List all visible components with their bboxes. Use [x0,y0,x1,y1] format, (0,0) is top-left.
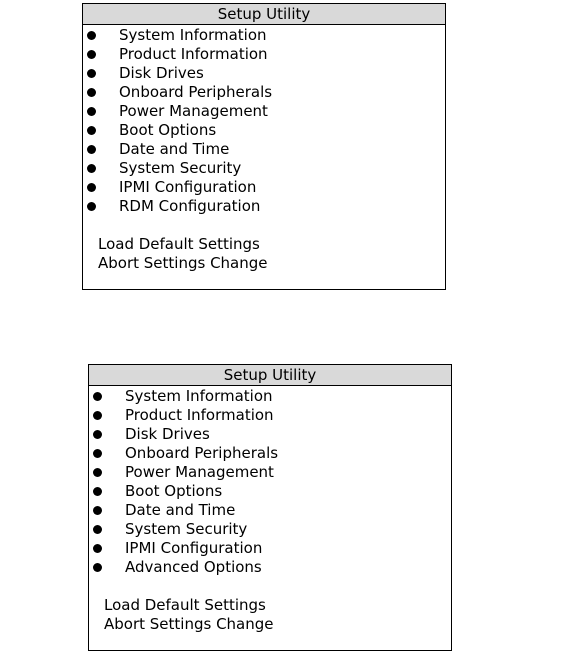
menu-item-label: Product Information [119,45,268,63]
menu-item-system-information[interactable] [89,387,451,406]
menu-item-system-information[interactable] [83,26,445,45]
menu-item-label: Disk Drives [119,64,204,82]
menu-item-label: System Security [125,520,248,538]
menu-item-label: Onboard Peripherals [119,83,273,101]
setup-utility-title: Setup Utility [83,4,445,25]
menu-item-label: IPMI Configuration [125,539,263,557]
menu-item-boot-options[interactable] [89,482,451,501]
bullet-icon [87,183,96,192]
menu-item-label: Date and Time [119,140,230,158]
menu-item-date-and-time[interactable] [83,140,445,159]
menu-item-system-security[interactable] [89,520,451,539]
bullet-icon [93,449,102,458]
menu-item-disk-drives[interactable] [89,425,451,444]
bullet-icon [93,525,102,534]
menu-item-onboard-peripherals[interactable] [89,444,451,463]
setup-utility-title: Setup Utility [89,365,451,386]
menu-item-label: IPMI Configuration [119,178,257,196]
menu-item-ipmi-configuration[interactable] [83,178,445,197]
bullet-icon [93,392,102,401]
bullet-icon [93,411,102,420]
menu-item-label: System Information [125,387,273,405]
bullet-icon [93,430,102,439]
bullet-icon [87,50,96,59]
bullet-icon [93,506,102,515]
menu-item-onboard-peripherals[interactable] [83,83,445,102]
menu-item-label: Onboard Peripherals [125,444,279,462]
menu-item-label: Power Management [125,463,274,481]
menu-item-label: Product Information [125,406,274,424]
setup-utility-screen-2 [88,364,452,651]
menu-item-label: Advanced Options [125,558,262,576]
bullet-icon [87,164,96,173]
action-menu [89,596,451,634]
bullet-icon [93,544,102,553]
menu-item-label: System Information [119,26,267,44]
action-menu [83,235,445,273]
menu-item-label: Power Management [119,102,268,120]
main-menu [83,25,445,216]
menu-item-label: System Security [119,159,242,177]
abort-settings-change-item[interactable]: Abort Settings Change [98,254,268,272]
abort-settings-change-item[interactable]: Abort Settings Change [104,615,274,633]
menu-item-product-information[interactable] [89,406,451,425]
menu-item-label: Date and Time [125,501,236,519]
bullet-icon [93,487,102,496]
menu-item-disk-drives[interactable] [83,64,445,83]
menu-item-label: Boot Options [119,121,217,139]
menu-item-ipmi-configuration[interactable] [89,539,451,558]
bullet-icon [87,107,96,116]
menu-item-power-management[interactable] [89,463,451,482]
menu-item-system-security[interactable] [83,159,445,178]
load-default-settings-item[interactable]: Load Default Settings [104,596,266,614]
bullet-icon [93,563,102,572]
main-menu [89,386,451,577]
menu-item-power-management[interactable] [83,102,445,121]
bullet-icon [87,69,96,78]
menu-item-boot-options[interactable] [83,121,445,140]
menu-item-rdm-configuration[interactable] [83,197,445,216]
bullet-icon [87,145,96,154]
bullet-icon [87,126,96,135]
menu-item-advanced-options[interactable] [89,558,451,577]
menu-item-date-and-time[interactable] [89,501,451,520]
bullet-icon [87,31,96,40]
bullet-icon [87,88,96,97]
menu-item-label: RDM Configuration [119,197,261,215]
menu-item-product-information[interactable] [83,45,445,64]
load-default-settings-item[interactable]: Load Default Settings [98,235,260,253]
setup-utility-screen-1 [82,3,446,290]
menu-item-label: Boot Options [125,482,223,500]
bullet-icon [93,468,102,477]
bullet-icon [87,202,96,211]
menu-item-label: Disk Drives [125,425,210,443]
